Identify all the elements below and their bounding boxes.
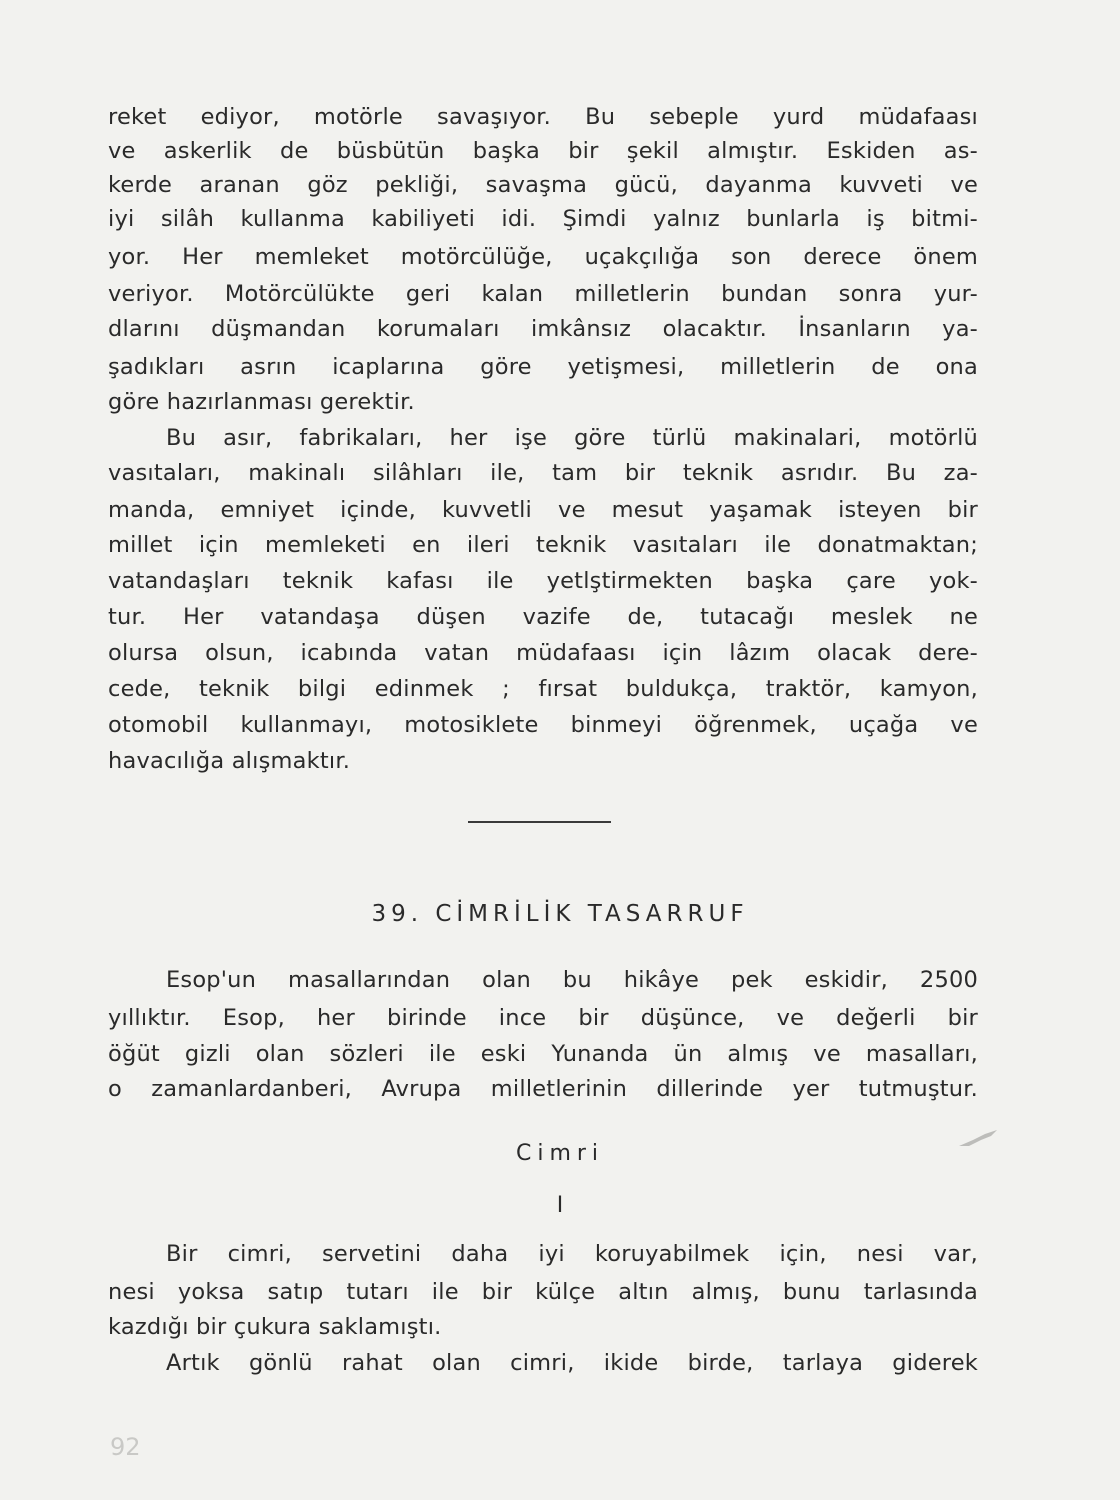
text-line: kazdığı bir çukura saklamıştı. <box>108 1314 442 1340</box>
text-line: o zamanlardanberi, Avrupa milletlerinin dillerinde yer tutmuştur. <box>108 1076 978 1102</box>
text-line: Artık gönlü rahat olan cimri, ikide birde, tarlaya giderek <box>166 1350 978 1376</box>
text-line: reket ediyor, motörle savaşıyor. Bu sebeple yurd müdafaası <box>108 104 978 130</box>
text-line: göre hazırlanması gerektir. <box>108 389 415 415</box>
story-title: Cimri <box>515 1141 605 1166</box>
text-line: Bu asır, fabrikaları, her işe göre türlü makinalari, motörlü <box>166 425 978 451</box>
text-line: iyi silâh kullanma kabiliyeti idi. Şimdi yalnız bunlarla iş bitmi- <box>108 206 978 232</box>
text-line: millet için memleketi en ileri teknik vasıtaları ile donatmaktan; <box>108 532 978 558</box>
text-line: kerde aranan göz pekliği, savaşma gücü, dayanma kuvveti ve <box>108 172 978 198</box>
text-line: olursa olsun, icabında vatan müdafaası için lâzım olacak dere- <box>108 640 978 666</box>
text-line: manda, emniyet içinde, kuvvetli ve mesut yaşamak isteyen bir <box>108 497 978 523</box>
text-line: dlarını düşmandan korumaları imkânsız olacaktır. İnsanların ya- <box>108 316 978 342</box>
text-line: cede, teknik bilgi edinmek ; fırsat buldukça, traktör, kamyon, <box>108 676 978 702</box>
part-number: I <box>556 1193 564 1218</box>
text-line: veriyor. Motörcülükte geri kalan milletlerin bundan sonra yur- <box>108 281 978 307</box>
text-line: Esop'un masallarından olan bu hikâye pek eskidir, 2500 <box>166 967 978 993</box>
text-line: yıllıktır. Esop, her birinde ince bir düşünce, ve değerli bir <box>108 1005 978 1031</box>
text-line: vasıtaları, makinalı silâhları ile, tam bir teknik asrıdır. Bu za- <box>108 460 978 486</box>
text-line: öğüt gizli olan sözleri ile eski Yunanda ün almış ve masalları, <box>108 1041 978 1067</box>
ink-smudge-icon <box>955 1124 1005 1154</box>
text-line: Bir cimri, servetini daha iyi koruyabilmek için, nesi var, <box>166 1241 978 1267</box>
text-line: tur. Her vatandaşa düşen vazife de, tutacağı meslek ne <box>108 604 978 630</box>
section-divider <box>468 821 611 823</box>
text-line: şadıkları asrın icaplarına göre yetişmesi, milletlerin de ona <box>108 354 978 380</box>
text-line: ve askerlik de büsbütün başka bir şekil almıştır. Eskiden as- <box>108 138 978 164</box>
chapter-title: 39. CİMRİLİK TASARRUF <box>371 901 749 927</box>
text-line: havacılığa alışmaktır. <box>108 748 351 774</box>
text-line: vatandaşları teknik kafası ile yetlştirmekten başka çare yok- <box>108 568 978 594</box>
text-line: yor. Her memleket motörcülüğe, uçakçılığa son derece önem <box>108 244 978 270</box>
text-line: nesi yoksa satıp tutarı ile bir külçe altın almış, bunu tarlasında <box>108 1279 978 1305</box>
text-line: otomobil kullanmayı, motosiklete binmeyi öğrenmek, uçağa ve <box>108 712 978 738</box>
page-number: 92 <box>110 1433 141 1461</box>
